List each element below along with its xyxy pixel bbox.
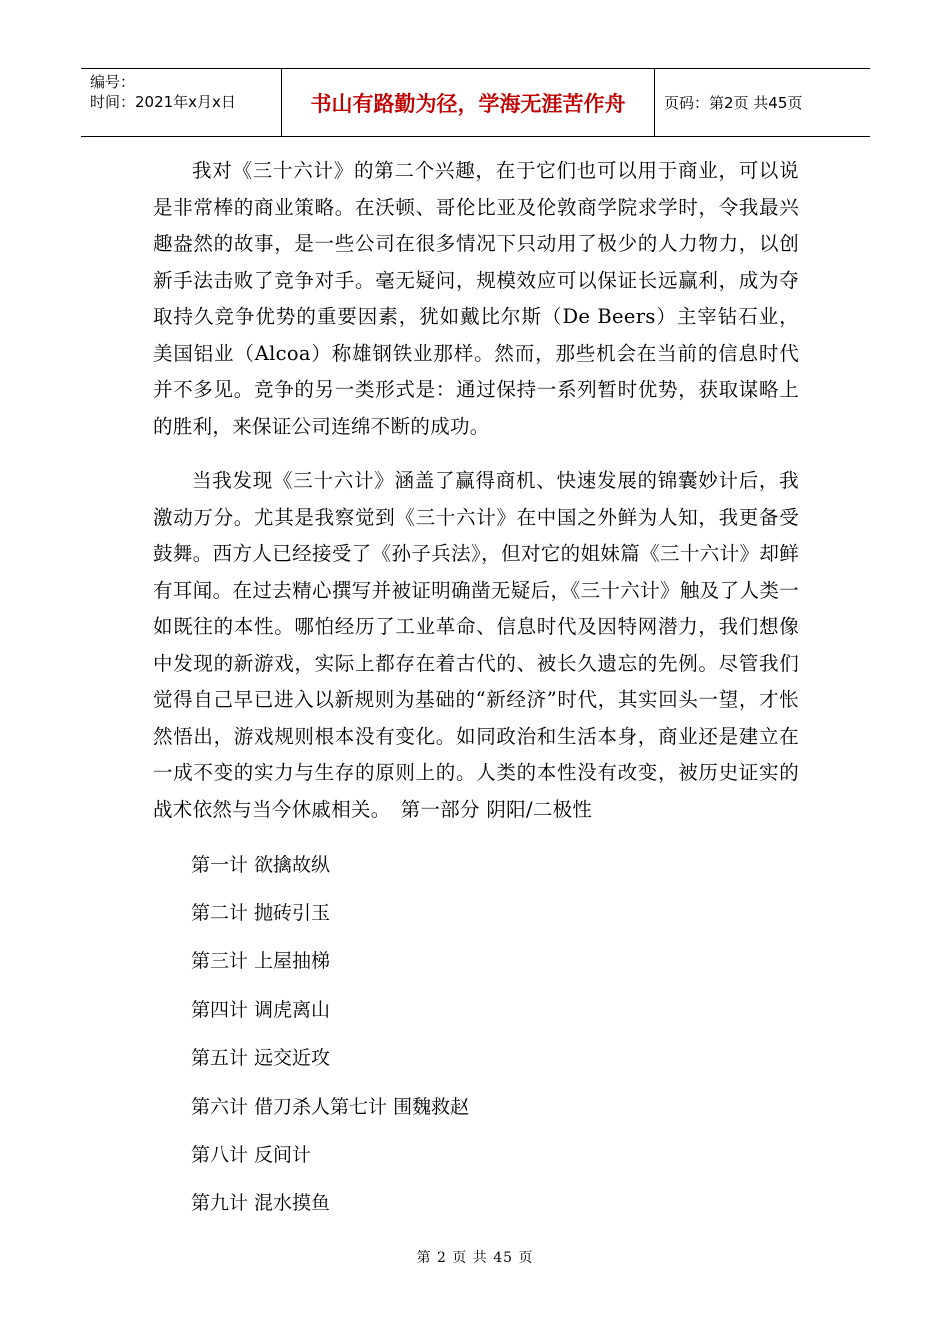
page-header [81, 68, 870, 137]
date-label: 时间：2021年x月x日 [90, 93, 236, 111]
header-page-number: 页码：第2页 共45页 [664, 94, 803, 112]
stratagem-item-2: 第二计 抛砖引玉 [191, 902, 331, 924]
stratagem-item-7: 第八计 反间计 [191, 1144, 312, 1166]
stratagem-item-3: 第三计 上屋抽梯 [191, 950, 331, 972]
stratagem-item-5: 第五计 远交近攻 [191, 1047, 331, 1069]
stratagem-item-4: 第四计 调虎离山 [191, 999, 331, 1021]
stratagem-item-1: 第一计 欲擒故纵 [191, 854, 331, 876]
stratagem-item-6: 第六计 借刀杀人第七计 围魏救赵 [191, 1096, 470, 1118]
body-text [153, 153, 799, 846]
paragraph-1: 我对《三十六计》的第二个兴趣，在于它们也可以用于商业，可以说是非常棒的商业策略。在沃顿、哥伦比亚及伦敦商学院求学时，令我最兴趣盎然的故事，是一些公司在很多情况下只动用了极少的人力物力，以创新手法击败了竞争对手。毫无疑问，规模效应可以保证长远赢利，成为夺取持久竞争优势的重要因素，犹如戴比尔斯（De Beers）主宰钻石业，美国铝业（Alcoa）称雄钢铁业那样。然而，那些机会在当前的信息时代并不多见。竞争的另一类形式是：通过保持一系列暂时优势，获取谋略上的胜利，来保证公司连绵不断的成功。 [153, 159, 799, 438]
paragraph-2: 当我发现《三十六计》涵盖了赢得商机、快速发展的锦囊妙计后，我激动万分。尤其是我察觉到《三十六计》在中国之外鲜为人知，我更备受鼓舞。西方人已经接受了《孙子兵法》，但对它的姐妹篇《三十六计》却鲜有耳闻。在过去精心撰写并被证明确凿无疑后，《三十六计》触及了人类一如既往的本性。哪怕经历了工业革命、信息时代及因特网潜力，我们想像中发现的新游戏，实际上都存在着古代的、被长久遗忘的先例。尽管我们觉得自己早已进入以新规则为基础的“新经济”时代，其实回头一望，才怅然悟出，游戏规则根本没有变化。如同政治和生活本身，商业还是建立在一成不变的实力与生存的原则上的。人类的本性没有改变，被历史证实的战术依然与当今休戚相关。 第一部分 阴阳/二极性 [153, 469, 799, 821]
page-footer: 第 2 页 共 45 页 [416, 1250, 534, 1266]
stratagem-item-8: 第九计 混水摸鱼 [191, 1192, 331, 1214]
header-motto: 书山有路勤为径，学海无涯苦作舟 [282, 69, 655, 136]
serial-number-label: 编号： [90, 73, 136, 91]
header-meta [81, 69, 282, 136]
